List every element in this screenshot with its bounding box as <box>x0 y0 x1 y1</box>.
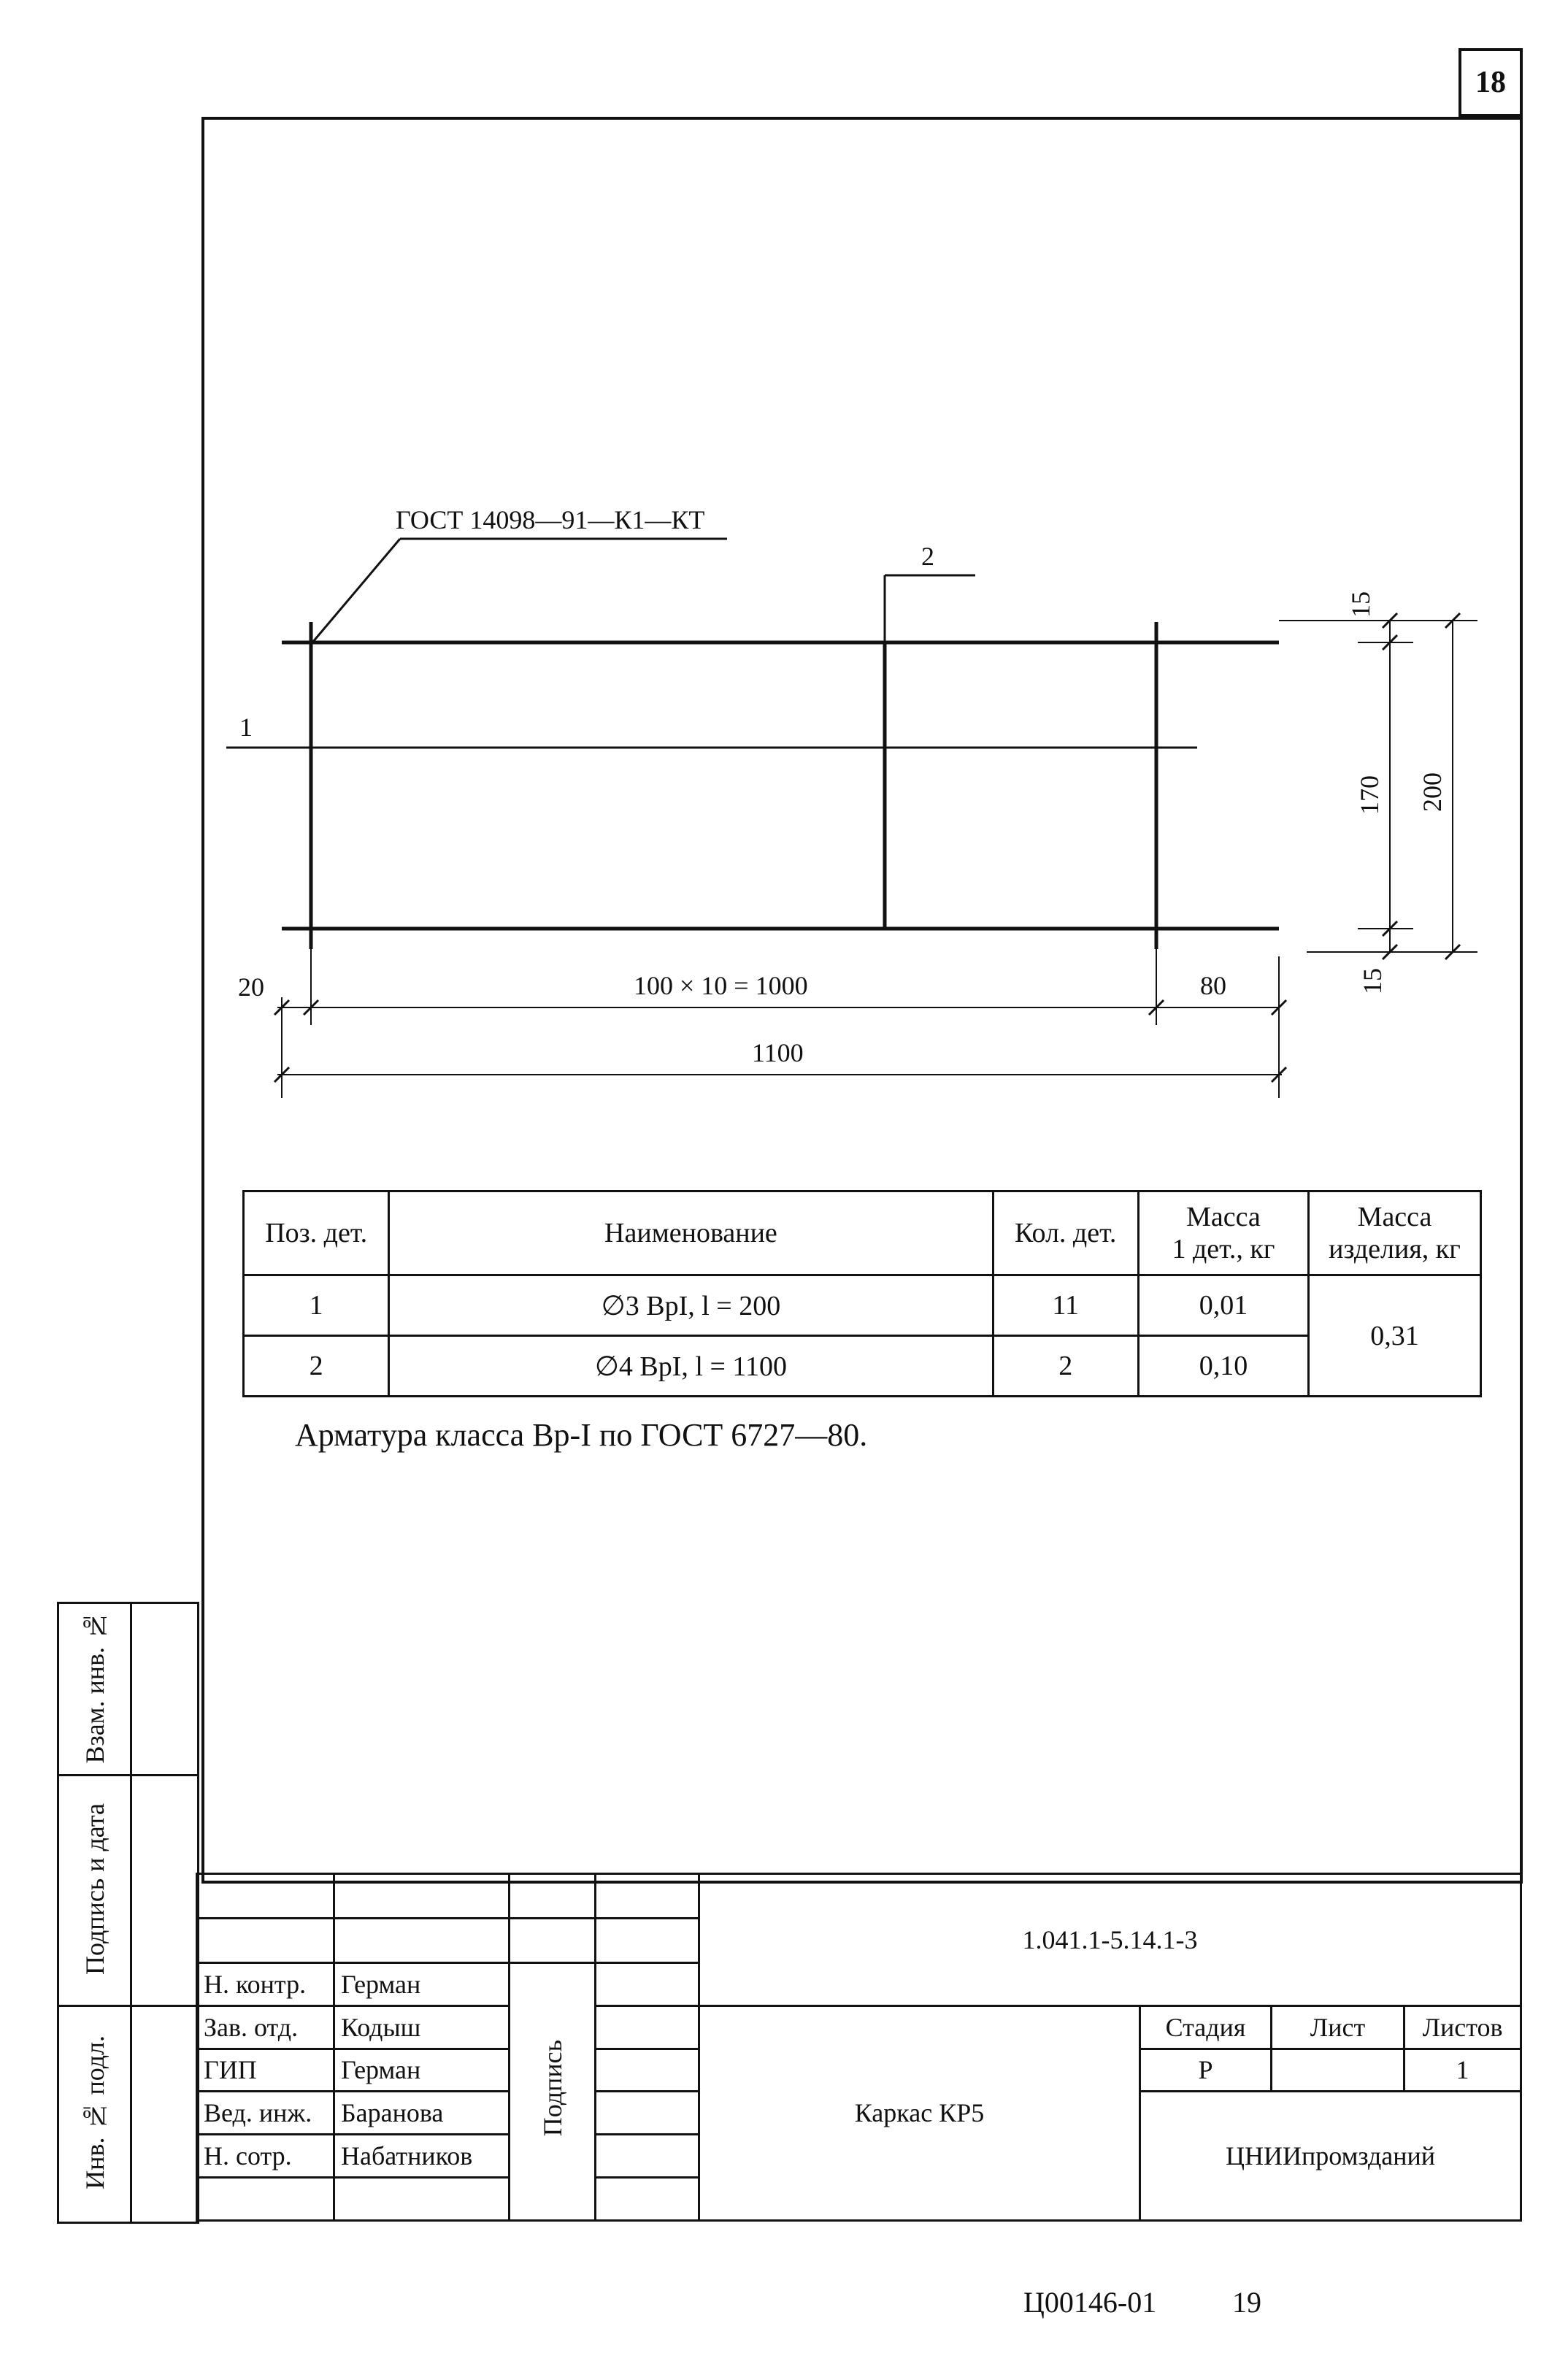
header-mass-item-line2: изделия, кг <box>1329 1234 1461 1264</box>
name-n-kontr: Герман <box>334 1962 510 2005</box>
dim-170-label: 170 <box>1355 775 1384 815</box>
name-ved-inzh: Баранова <box>334 2092 510 2135</box>
tb-cell <box>596 2049 699 2092</box>
header-mass-item-line1: Масса <box>1357 1202 1432 1232</box>
header-qty: Кол. дет. <box>993 1191 1138 1275</box>
side-podpis-value <box>131 1776 199 2006</box>
tb-cell <box>596 2178 699 2221</box>
sheet-number-text: 18 <box>1475 66 1506 99</box>
tb-cell <box>596 1874 699 1919</box>
drawing-code: 1.041.1-5.14.1-3 <box>699 1874 1521 2006</box>
tb-cell <box>197 1874 334 1919</box>
tb-cell <box>197 1918 334 1962</box>
header-mass-part-line2: 1 дет., кг <box>1172 1234 1275 1264</box>
header-name: Наименование <box>389 1191 993 1275</box>
dim-spacing-label: 100 × 10 = 1000 <box>634 971 808 1000</box>
organization: ЦНИИпромзданий <box>1140 2092 1521 2221</box>
header-mass-item <box>1309 1191 1481 1275</box>
cell-total-mass: 0,31 <box>1309 1275 1481 1397</box>
cell-qty: 2 <box>993 1336 1138 1397</box>
dim-15-top-label: 15 <box>1346 591 1375 618</box>
name-zav-otd: Кодыш <box>334 2005 510 2049</box>
tb-cell <box>510 1874 596 1919</box>
header-mass-part <box>1138 1191 1308 1275</box>
sheet-label: Лист <box>1272 2005 1404 2049</box>
dim-15-bottom-label: 15 <box>1358 968 1387 994</box>
tb-cell <box>334 1918 510 1962</box>
tb-cell <box>596 1962 699 2005</box>
weld-callout-leader <box>312 539 400 642</box>
role-n-sotr: Н. сотр. <box>197 2135 334 2178</box>
specification-table <box>242 1190 1482 1397</box>
tb-cell <box>334 2178 510 2221</box>
side-podpis-label-cell <box>58 1776 131 2006</box>
dim-20-label: 20 <box>238 972 264 1002</box>
pos1-label: 1 <box>239 713 253 742</box>
footer-archive-code: Ц00146-01 <box>1023 2286 1157 2319</box>
cell-mass: 0,01 <box>1138 1275 1308 1336</box>
stage-label: Стадия <box>1140 2005 1272 2049</box>
footer-page-number: 19 <box>1232 2286 1261 2319</box>
side-vzam-label-cell <box>58 1603 131 1776</box>
tb-cell <box>334 1874 510 1919</box>
side-stamp <box>57 1602 199 2224</box>
role-gip: ГИП <box>197 2049 334 2092</box>
pos2-label: 2 <box>921 542 934 571</box>
side-vzam-label: Взам. инв. № <box>80 1611 109 1764</box>
role-zav-otd: Зав. отд. <box>197 2005 334 2049</box>
side-inv-label: Инв. № подл. <box>80 2035 109 2189</box>
cell-pos: 1 <box>244 1275 389 1336</box>
weld-callout-text: ГОСТ 14098—91—К1—КТ <box>396 505 705 534</box>
cell-mass: 0,10 <box>1138 1336 1308 1397</box>
table-row <box>244 1336 1481 1397</box>
signature-label: Подпись <box>537 2040 567 2137</box>
title-block <box>196 1873 1522 2222</box>
sheet-value <box>1272 2049 1404 2092</box>
cell-name: ∅3 ВрI, l = 200 <box>389 1275 993 1336</box>
tb-cell <box>596 2092 699 2135</box>
tb-cell <box>596 1918 699 1962</box>
stage-value: Р <box>1140 2049 1272 2092</box>
side-inv-label-cell <box>58 2006 131 2223</box>
tb-cell <box>197 2178 334 2221</box>
reinforcement-note: Арматура класса Вр-I по ГОСТ 6727—80. <box>295 1417 868 1453</box>
table-row <box>244 1275 1481 1336</box>
role-ved-inzh: Вед. инж. <box>197 2092 334 2135</box>
header-mass-part-line1: Масса <box>1186 1202 1261 1232</box>
side-podpis-label: Подпись и дата <box>80 1803 109 1975</box>
sheets-value: 1 <box>1404 2049 1521 2092</box>
role-n-kontr: Н. контр. <box>197 1962 334 2005</box>
tb-cell <box>596 2135 699 2178</box>
name-n-sotr: Набатников <box>334 2135 510 2178</box>
drawing-title: Каркас КР5 <box>699 2005 1140 2220</box>
cell-name: ∅4 ВрI, l = 1100 <box>389 1336 993 1397</box>
header-pos: Поз. дет. <box>244 1191 389 1275</box>
dim-1100-label: 1100 <box>752 1038 804 1067</box>
dim-200-label: 200 <box>1418 772 1447 812</box>
sheets-label: Листов <box>1404 2005 1521 2049</box>
tb-cell <box>510 1918 596 1962</box>
dim-80-label: 80 <box>1200 971 1226 1000</box>
tb-cell <box>596 2005 699 2049</box>
signature-column <box>510 1962 596 2220</box>
cell-qty: 11 <box>993 1275 1138 1336</box>
spec-header-row <box>244 1191 1481 1275</box>
side-inv-value <box>131 2006 199 2223</box>
side-vzam-value <box>131 1603 199 1776</box>
cell-pos: 2 <box>244 1336 389 1397</box>
name-gip: Герман <box>334 2049 510 2092</box>
